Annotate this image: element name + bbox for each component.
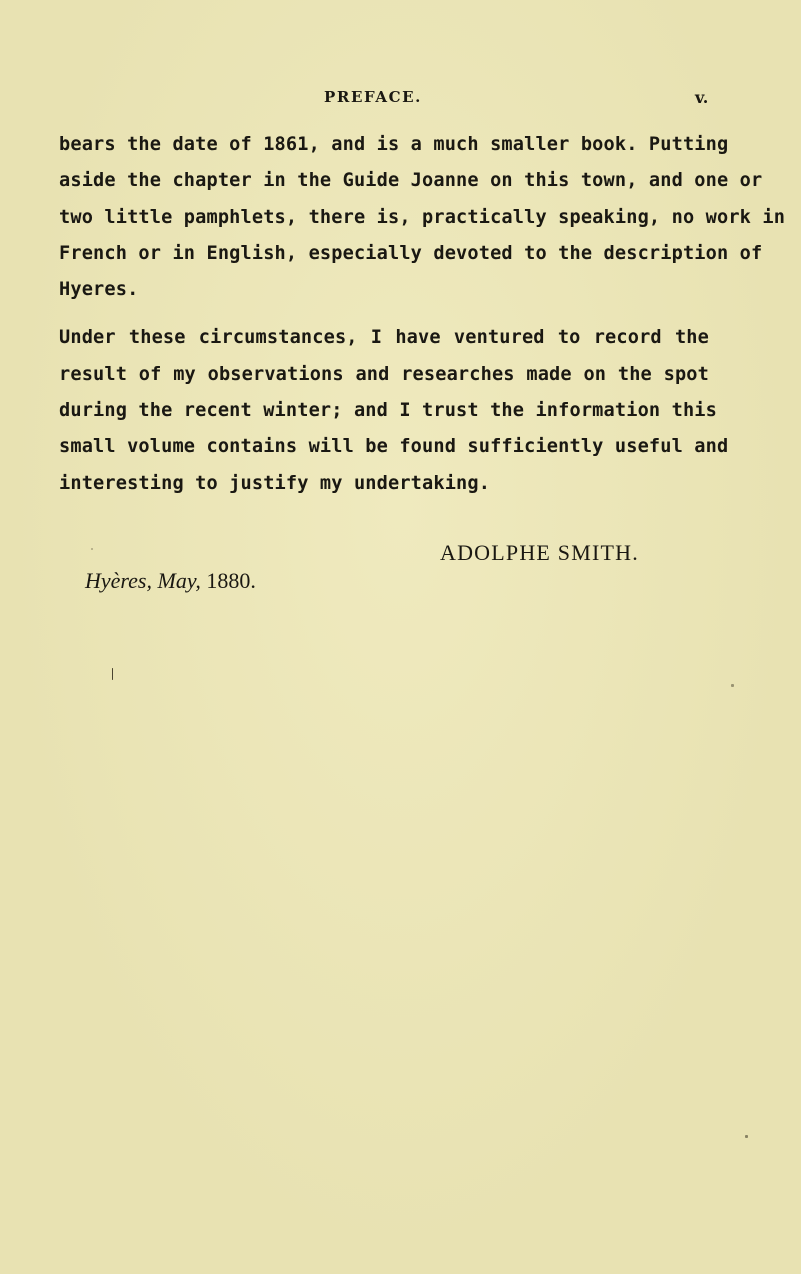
paper-speck bbox=[745, 1135, 748, 1138]
text-line: two little pamphlets, there is, practically speaking, no work in bbox=[59, 206, 786, 228]
text-line: Under these circumstances, I have ventured to record the bbox=[59, 327, 709, 349]
paragraph bbox=[59, 127, 786, 308]
running-title: PREFACE. bbox=[324, 88, 422, 106]
paper-speck bbox=[112, 668, 113, 680]
dateline-place: Hyères, bbox=[85, 568, 152, 593]
paper-speck bbox=[91, 548, 93, 550]
text-line: French or in English, especially devoted to the description of bbox=[59, 242, 763, 264]
text-line: result of my observations and researches made on the spot bbox=[59, 363, 709, 385]
text-line: Hyeres. bbox=[59, 279, 139, 301]
paragraph-gap bbox=[59, 308, 709, 320]
paragraph bbox=[59, 320, 729, 501]
text-line: bears the date of 1861, and is a much smaller book. Putting bbox=[59, 134, 729, 155]
text-line: small volume contains will be found sufficiently useful and bbox=[59, 436, 729, 458]
text-line: interesting to justify my undertaking. bbox=[59, 472, 491, 494]
dateline-month: May, bbox=[157, 568, 201, 593]
dateline-year: 1880. bbox=[206, 568, 256, 593]
dateline bbox=[85, 568, 256, 594]
paper-speck bbox=[731, 684, 734, 687]
preface-text bbox=[59, 127, 786, 502]
author-signature: ADOLPHE SMITH. bbox=[440, 540, 639, 565]
text-line: during the recent winter; and I trust the information this bbox=[59, 400, 717, 422]
page-number: v. bbox=[695, 88, 709, 107]
text-line: aside the chapter in the Guide Joanne on this town, and one or bbox=[59, 170, 763, 192]
running-head bbox=[0, 88, 801, 114]
